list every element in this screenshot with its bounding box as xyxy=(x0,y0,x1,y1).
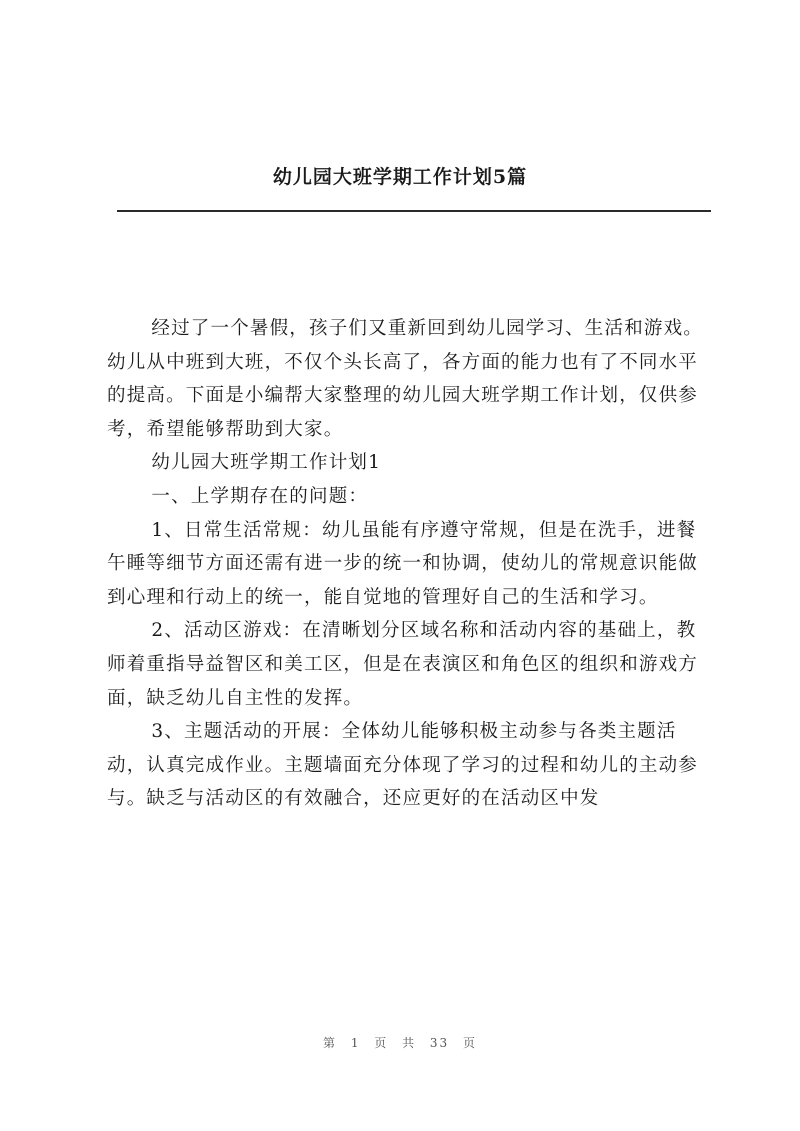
list-item-daily-routine: 1、日常生活常规：幼儿虽能有序遵守常规，但是在洗手，进餐午睡等细节方面还需有进一步的统一和协调，使幼儿的常规意识能做到心理和行动上的统一，能自觉地的管理好自己的生活和学习。 xyxy=(107,519,699,608)
section-heading-plan-1: 幼儿园大班学期工作计划1 xyxy=(151,452,382,474)
intro-paragraph: 经过了一个暑假，孩子们又重新回到幼儿园学习、生活和游戏。幼儿从中班到大班，不仅个头长高了，各方面的能力也有了不同水平的提高。下面是小编帮大家整理的幼儿园大班学期工作计划，仅供参考，希望能够帮助到大家。 xyxy=(107,318,703,440)
page-title: 幼儿园大班学期工作计划5篇 xyxy=(272,166,528,188)
title-divider xyxy=(117,210,711,212)
subsection-heading: 一、上学期存在的问题： xyxy=(151,485,369,507)
list-item-theme-activity: 3、主题活动的开展：全体幼儿能够积极主动参与各类主题活动，认真完成作业。主题墙面充分体现了学习的过程和幼儿的主动参与。缺乏与活动区的有效融合，还应更好的在活动区中发 xyxy=(107,721,699,810)
page-footer: 第 1 页 共 33 页 xyxy=(323,1036,477,1050)
list-item-activity-area: 2、活动区游戏：在清晰划分区域名称和活动内容的基础上，教师着重指导益智区和美工区，但是在表演区和角色区的组织和游戏方面，缺乏幼儿自主性的发挥。 xyxy=(107,620,699,709)
document-body xyxy=(107,312,712,816)
